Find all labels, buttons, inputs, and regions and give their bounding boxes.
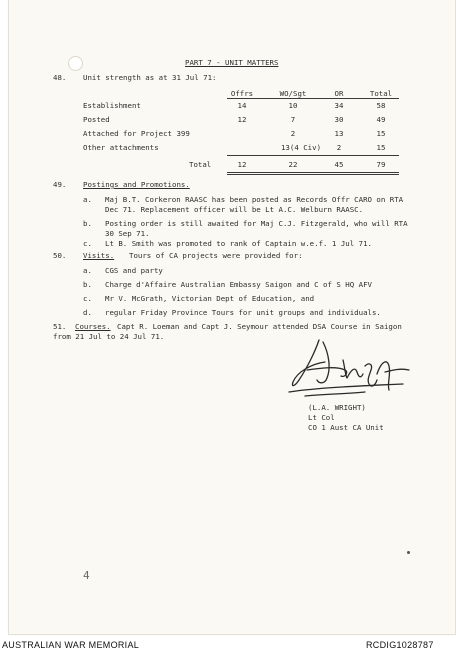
section-49-number: 49. <box>53 180 67 189</box>
footer-archive-name: AUSTRALIAN WAR MEMORIAL <box>2 640 140 650</box>
col-header-wo-sgt: WO/Sgt <box>279 89 307 98</box>
cell-or: 2 <box>336 143 342 152</box>
table-total-rule-bottom <box>227 172 399 173</box>
section-49-heading: Postings and Promotions. <box>83 180 190 189</box>
item-text: Lt B. Smith was promoted to rank of Captain w.e.f. 1 Jul 71. <box>105 239 372 248</box>
section-48-number: 48. <box>53 73 67 82</box>
total-wo-sgt: 22 <box>288 160 298 169</box>
table-total-rule-double <box>227 174 399 175</box>
section-51-number: 51. <box>53 322 67 331</box>
cell-or: 34 <box>334 101 344 110</box>
table-total-rule-top <box>227 155 399 156</box>
part-heading: PART 7 - UNIT MATTERS <box>185 58 279 67</box>
punch-hole <box>68 56 83 71</box>
row-label: Attached for Project 399 <box>83 129 190 138</box>
item-letter: c. <box>83 239 92 248</box>
section-51-text-cont: from 21 Jul to 24 Jul 71. <box>53 332 165 341</box>
section-48-text: Unit strength as at 31 Jul 71: <box>83 73 217 82</box>
item-letter: c. <box>83 294 92 303</box>
col-header-offrs: Offrs <box>230 89 254 98</box>
ink-dot <box>407 551 410 554</box>
total-label: Total <box>189 160 212 169</box>
cell-wo-sgt: 13(4 Civ) <box>280 143 322 152</box>
cell-or: 13 <box>334 129 344 138</box>
item-text: Maj B.T. Corkeron RAASC has been posted as Records Offr CARO on RTA <box>105 195 404 204</box>
table-header-rule <box>227 98 399 99</box>
cell-wo-sgt: 7 <box>290 115 296 124</box>
cell-total: 58 <box>376 101 386 110</box>
section-50-intro: Tours of CA projects were provided for: <box>129 251 303 260</box>
item-letter: b. <box>83 280 92 289</box>
item-text: Mr V. McGrath, Victorian Dept of Education, and <box>105 294 315 303</box>
document-page <box>8 0 456 635</box>
handwritten-signature <box>285 334 415 404</box>
section-51-heading: Courses. <box>75 322 111 331</box>
item-text: Charge d'Affaire Australian Embassy Saigon and C of S HQ AFV <box>105 280 372 289</box>
cell-total: 15 <box>376 129 386 138</box>
section-50-number: 50. <box>53 251 67 260</box>
item-text: Dec 71. Replacement officer will be Lt A.C. Welburn RAASC. <box>105 205 364 214</box>
row-label: Establishment <box>83 101 141 110</box>
cell-total: 49 <box>376 115 386 124</box>
item-text: 30 Sep 71. <box>105 229 150 238</box>
row-label: Posted <box>83 115 110 124</box>
cell-offrs: 14 <box>237 101 247 110</box>
signatory-name: (L.A. WRIGHT) <box>308 403 366 412</box>
item-letter: b. <box>83 219 92 228</box>
signatory-position: CO 1 Aust CA Unit <box>308 423 384 432</box>
margin-mark: 4 <box>83 569 90 582</box>
col-header-or: OR <box>334 89 344 98</box>
item-letter: a. <box>83 266 92 275</box>
cell-total: 15 <box>376 143 386 152</box>
total-total: 79 <box>376 160 386 169</box>
cell-offrs: 12 <box>237 115 247 124</box>
item-text: regular Friday Province Tours for unit groups and individuals. <box>105 308 381 317</box>
cell-wo-sgt: 10 <box>288 101 298 110</box>
section-51-text: Capt R. Loeman and Capt J. Seymour attended DSA Course in Saigon <box>117 322 402 331</box>
signatory-rank: Lt Col <box>308 413 335 422</box>
item-text: CGS and party <box>105 266 163 275</box>
cell-wo-sgt: 2 <box>290 129 296 138</box>
row-label: Other attachments <box>83 143 159 152</box>
total-offrs: 12 <box>237 160 247 169</box>
section-50-heading: Visits. <box>83 251 115 260</box>
item-letter: d. <box>83 308 92 317</box>
footer-document-id: RCDIG1028787 <box>366 640 434 650</box>
item-letter: a. <box>83 195 92 204</box>
total-or: 45 <box>334 160 344 169</box>
col-header-total: Total <box>369 89 393 98</box>
item-text: Posting order is still awaited for Maj C.J. Fitzgerald, who will RTA <box>105 219 408 228</box>
cell-or: 30 <box>334 115 344 124</box>
